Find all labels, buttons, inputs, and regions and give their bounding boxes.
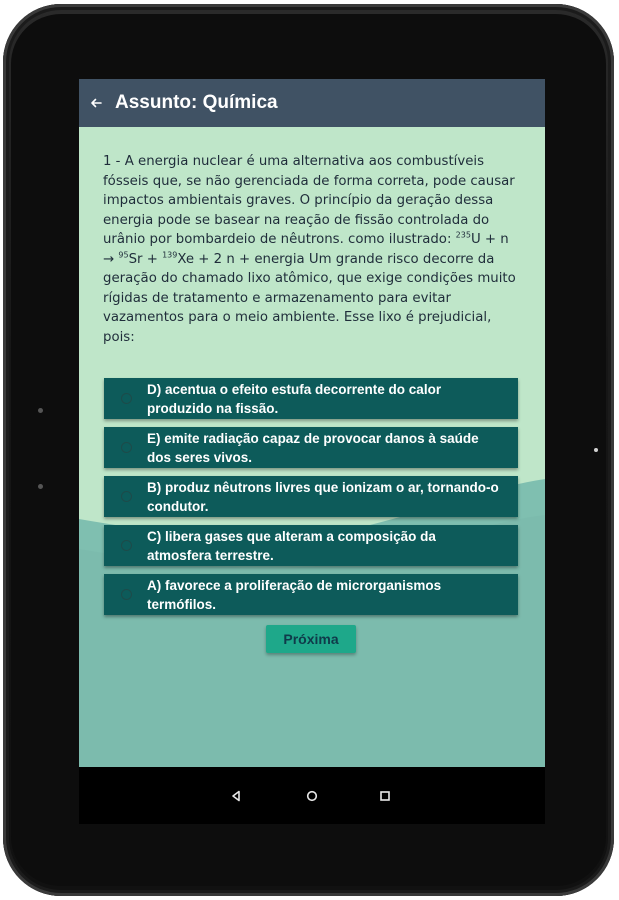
page-title: Assunto: Química [115, 92, 278, 113]
sensor-dot [38, 484, 43, 489]
answer-option-d[interactable] [104, 378, 518, 419]
camera-dot [38, 408, 43, 413]
radio-icon[interactable] [121, 589, 132, 600]
answer-options [104, 378, 518, 623]
question-text [103, 152, 521, 347]
screen [79, 79, 545, 824]
equation-part: Sr + [128, 251, 163, 267]
app-content [79, 79, 545, 767]
isotope-mass: 95 [118, 250, 129, 260]
app-bar [79, 79, 545, 127]
answer-label: E) emite radiação capaz de provocar danos à saúde dos seres vivos. [147, 430, 479, 465]
question-text-part: Xe + 2 n + energia Um grande risco decorre da geração do chamado lixo atômico, que exige condições muito rígidas de tratamento e armazenamento para evitar vazamentos para o meio ambiente. Esse lixo é prejudicial, pois: [103, 251, 516, 345]
radio-icon[interactable] [121, 540, 132, 551]
answer-option-c[interactable] [104, 525, 518, 566]
answer-label: A) favorece a proliferação de microrganismos termófilos. [147, 577, 442, 612]
indicator-dot [594, 448, 598, 452]
radio-icon[interactable] [121, 442, 132, 453]
answer-label: B) produz nêutrons livres que ionizam o ar, tornando-o condutor. [147, 479, 499, 514]
radio-icon[interactable] [121, 393, 132, 404]
radio-icon[interactable] [121, 491, 132, 502]
answer-label: D) acentua o efeito estufa decorrente do calor produzido na fissão. [147, 381, 442, 416]
nav-home-icon[interactable] [303, 787, 321, 805]
answer-option-b[interactable] [104, 476, 518, 517]
answer-option-a[interactable] [104, 574, 518, 615]
isotope-mass: 235 [455, 230, 471, 240]
system-nav-bar [79, 767, 545, 824]
answer-option-e[interactable] [104, 427, 518, 468]
next-button[interactable]: Próxima [266, 625, 356, 653]
equation-part: U + n → [103, 232, 509, 267]
question-text-part: 1 - A energia nuclear é uma alternativa aos combustíveis fósseis que, se não gerenciada de forma correta, pode causar impactos ambientais graves. O princípio da geração dessa energia pode se basear na reação de fissão controlada do urânio por bombardeio de nêutrons. como ilustrado: [103, 154, 515, 247]
arrow-back-icon[interactable] [81, 79, 111, 127]
answer-label: C) libera gases que alteram a composição da atmosfera terrestre. [147, 528, 436, 563]
nav-recents-icon[interactable] [376, 787, 394, 805]
nav-back-icon[interactable] [227, 787, 245, 805]
isotope-mass: 139 [162, 250, 178, 260]
